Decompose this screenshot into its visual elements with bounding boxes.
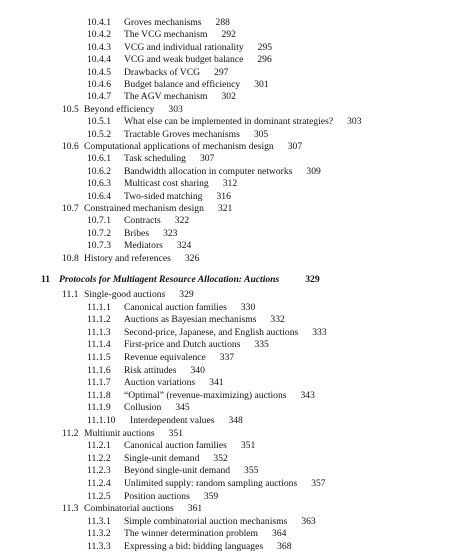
toc-subsection[interactable] [87,365,205,377]
toc-page-number: 301 [254,79,269,90]
toc-number: 11.1.9 [87,402,111,414]
toc-title: Unlimited supply: random sampling auctions [124,478,298,489]
toc-section[interactable] [62,289,194,301]
toc-number: 10.5 [62,103,79,115]
toc-subsection[interactable] [87,528,286,540]
toc-subsection[interactable] [87,166,321,178]
toc-title: Multiunit auctions [84,427,155,439]
toc-page-number: 348 [228,415,243,426]
toc-page-number: 333 [312,326,327,338]
toc-number: 10.4.4 [87,54,111,66]
toc-title: Beyond single-unit demand [124,465,231,477]
toc-number: 11.1.5 [87,352,111,363]
toc-subsection[interactable] [87,67,228,79]
toc-page-number: 368 [277,541,292,552]
toc-subsection[interactable] [87,465,258,477]
toc-title: Auctions as Bayesian mechanisms [124,314,257,326]
toc-title: The AGV mechanism [124,91,208,103]
toc-number: 11.1.6 [87,364,111,376]
toc-chapter[interactable] [41,274,320,286]
toc-title: Protocols for Multiagent Resource Allocation: Auctions [59,274,280,285]
toc-number: 10.4.7 [87,91,111,103]
toc-subsection[interactable] [87,390,315,402]
toc-page-number: 345 [175,402,190,414]
toc-page-number: 295 [257,41,273,53]
toc-number: 10.4.6 [87,79,111,90]
toc-page-number: 312 [222,178,238,190]
toc-number: 10.4.5 [87,66,111,78]
toc-subsection[interactable] [87,178,237,190]
toc-number: 10.7 [62,203,79,214]
toc-page-number: 288 [215,17,230,28]
toc-title: What else can be implemented in dominant strategies? [124,116,334,128]
toc-page-number: 324 [176,240,192,252]
toc-page-number: 364 [272,528,287,540]
toc-page-number: 337 [219,352,235,363]
toc-subsection[interactable] [87,339,269,351]
toc-subsection[interactable] [87,402,190,414]
toc-page-number: 332 [270,314,285,326]
toc-number: 11.1.2 [87,314,111,326]
toc-subsection[interactable] [87,541,291,553]
toc-number: 11.1.8 [87,389,111,401]
toc-page-number: 351 [240,440,256,452]
toc-title: Canonical auction families [124,440,227,452]
toc-number: 10.6.4 [87,190,111,202]
toc-number: 10.4.2 [87,29,111,41]
toc-page-number: 359 [203,490,219,502]
toc-page-number: 305 [253,128,269,140]
toc-page-number: 323 [163,227,178,239]
toc-page-number: 330 [240,301,256,313]
toc-title: Groves mechanisms [124,17,202,28]
toc-number: 11.2.5 [87,490,111,502]
toc-page-number: 329 [179,289,194,300]
toc-title: Combinatorial auctions [84,503,174,515]
toc-title: Single-unit demand [124,452,200,464]
toc-section[interactable] [62,428,183,440]
toc-subsection[interactable] [87,54,272,66]
toc-subsection[interactable] [87,191,231,203]
toc-title: Collusion [124,402,162,414]
toc-subsection[interactable] [87,352,234,364]
toc-number: 10.7.1 [87,215,111,227]
toc-page-number: 303 [347,116,362,128]
toc-number: 11.3.3 [87,541,111,552]
toc-title: Expressing a bid: bidding languages [124,541,264,552]
toc-title: “Optimal” (revenue-maximizing) auctions [124,389,287,401]
toc-title: History and references [84,252,171,264]
toc-number: 10.8 [62,252,79,264]
toc-subsection[interactable] [87,29,236,41]
toc-title: Computational applications of mechanism design [84,141,274,152]
toc-title: Contracts [124,215,161,227]
toc-subsection[interactable] [87,415,243,427]
toc-subsection[interactable] [87,91,236,103]
toc-subsection[interactable] [87,129,268,141]
toc-page-number: 361 [187,503,203,515]
toc-title: Bandwidth allocation in computer networks [124,165,293,177]
toc-number: 10.6.3 [87,178,111,190]
toc-title: Revenue equivalence [124,352,206,363]
toc-subsection[interactable] [87,228,177,240]
toc-number: 11.2.2 [87,452,111,464]
toc-title: Multicast cost sharing [124,178,209,190]
toc-number: 11.1 [62,289,79,300]
toc-page-number: 355 [244,465,259,477]
toc-page-number: 302 [221,91,236,103]
toc-number: 11.2.3 [87,465,111,477]
toc-page-number: 297 [214,66,229,78]
toc-number: 10.4.3 [87,41,111,53]
toc-number: 10.6.1 [87,153,111,165]
toc-subsection[interactable] [87,440,255,452]
toc-title: Tractable Groves mechanisms [124,128,240,140]
toc-page-number: 309 [306,165,321,177]
toc-title: Position auctions [124,490,190,502]
toc-number: 11.3.2 [87,528,111,540]
toc-subsection[interactable] [87,453,228,465]
toc-subsection[interactable] [87,215,189,227]
toc-page-number: 335 [254,339,269,351]
toc-subsection[interactable] [87,327,327,339]
toc-number: 10.4.1 [87,17,111,28]
toc-title: Two-sided matching [124,190,203,202]
toc-number: 10.7.2 [87,227,111,239]
toc-subsection[interactable] [87,79,269,91]
toc-page-number: 341 [209,377,224,389]
toc-page-number: 307 [287,141,303,152]
toc-page-number: 303 [168,103,183,115]
toc-page-number: 329 [305,274,320,285]
toc-title: Beyond efficiency [84,103,155,115]
toc-title: Single-good auctions [84,289,166,300]
toc-page-number: 340 [190,364,205,376]
toc-subsection[interactable] [87,314,285,326]
toc-page-number: 363 [301,515,316,527]
toc-page-number: 316 [216,190,231,202]
toc-subsection[interactable] [87,116,362,128]
toc-number: 10.5.1 [87,116,111,128]
toc-page-number: 352 [213,452,228,464]
toc-number: 10.7.3 [87,240,111,252]
toc-number: 11.3.1 [87,515,111,527]
toc-subsection[interactable] [87,516,316,528]
toc-title: Budget balance and efficiency [124,79,241,90]
toc-title: The winner determination problem [124,528,259,540]
toc-section[interactable] [62,141,302,153]
toc-title: The VCG mechanism [124,29,208,41]
toc-page-number: 307 [199,153,215,165]
toc-page-number: 343 [300,389,315,401]
toc-subsection[interactable] [87,17,230,29]
toc-number: 10.6 [62,141,79,152]
toc-section[interactable] [62,253,199,265]
toc-subsection[interactable] [87,42,272,54]
toc-number: 10.5.2 [87,128,111,140]
toc-title: Drawbacks of VCG [124,66,201,78]
toc-title: Mediators [124,240,163,252]
toc-number: 11.1.10 [87,415,116,426]
toc-number: 11 [41,274,51,285]
toc-section[interactable] [62,203,232,215]
toc-title: VCG and weak budget balance [124,54,244,66]
toc-number: 11.1.3 [87,326,111,338]
toc-title: Task scheduling [124,153,186,165]
toc-subsection[interactable] [87,491,218,503]
toc-number: 11.3 [62,503,79,515]
toc-page-number: 357 [311,478,326,489]
toc-subsection[interactable] [87,153,214,165]
toc-title: Constrained mechanism design [84,203,204,214]
toc-title: Simple combinatorial auction mechanisms [124,515,288,527]
toc-title: VCG and individual rationality [124,41,244,53]
toc-title: Interdependent values [130,415,215,426]
toc-page-number: 296 [257,54,272,66]
toc-page-number: 321 [217,203,233,214]
toc-section[interactable] [62,503,202,515]
toc-page-number: 322 [174,215,190,227]
toc-number: 11.2.1 [87,440,111,452]
toc-subsection[interactable] [87,302,255,314]
toc-title: Auction variations [124,377,196,389]
toc-subsection[interactable] [87,240,191,252]
toc-page-number: 292 [221,29,236,41]
toc-number: 11.1.7 [87,377,111,389]
toc-number: 10.6.2 [87,165,111,177]
toc-subsection[interactable] [87,478,326,490]
toc-number: 11.1.4 [87,339,111,351]
toc-section[interactable] [62,104,183,116]
toc-title: Second-price, Japanese, and English auctions [124,326,299,338]
toc-title: Bribes [124,227,150,239]
toc-subsection[interactable] [87,377,224,389]
toc-number: 11.1.1 [87,301,111,313]
toc-title: First-price and Dutch auctions [124,339,241,351]
toc-page-number: 326 [184,252,200,264]
toc-number: 11.2 [62,427,79,439]
toc-number: 11.2.4 [87,478,111,489]
toc-title: Risk attitudes [124,364,177,376]
toc-page-number: 351 [168,427,184,439]
toc-title: Canonical auction families [124,301,227,313]
